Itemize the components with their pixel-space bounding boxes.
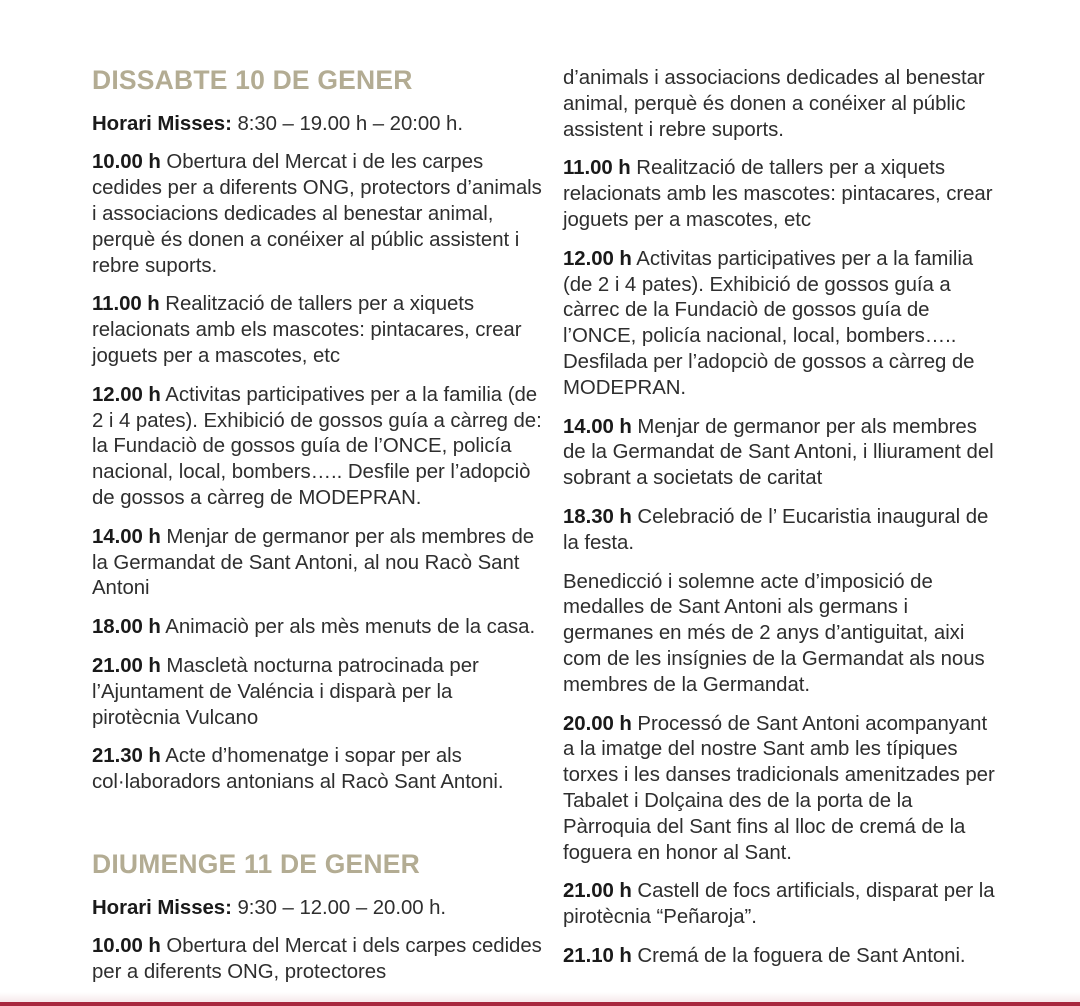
entry-text: Obertura del Mercat i de les carpes cedides per a diferents ONG, protectors d’animals i associacions dedicades al benestar animal, perquè és donen a conéixer al públic assistent i rebre suports. (92, 151, 542, 277)
schedule-entry (92, 896, 545, 922)
entry-time-label: 18.30 h (563, 505, 632, 528)
entry-text: Processó de Sant Antoni acompanyant a la imatge del nostre Sant amb les típiques torxes i les danses tradicionals amenitzades per Tabalet i Dolçaina des de la porta de la Pàrroquia del Sant fins al lloc de cremá de la foguera en honor al Sant. (563, 712, 995, 864)
schedule-entry (563, 247, 1002, 402)
entry-text: Mascletà nocturna patrocinada per l’Ajuntament de Valéncia i disparà per la pirotècnia Vulcano (92, 655, 479, 729)
entry-time-label: 10.00 h (92, 935, 161, 958)
entry-time-label: 11.00 h (563, 157, 631, 180)
entry-text: d’animals i associacions dedicades al benestar animal, perquè és donen a conéixer al públic assistent i rebre suports. (563, 67, 985, 141)
schedule-entry (92, 615, 545, 641)
entry-time-label: 21.10 h (563, 944, 632, 967)
schedule-entry-note (563, 570, 1002, 699)
schedule-entry (92, 112, 545, 138)
entry-text: Activitas participatives per a la familia (de 2 i 4 pates). Exhibició de gossos guía a càrreg de: la Fundaciò de gossos guía de l’ONCE, policía nacional, local, bombers….. Desfile per l’adopciò de gossos a càrreg de MODEPRAN. (92, 383, 542, 510)
schedule-entry (92, 525, 545, 602)
entry-time-label: 21.00 h (92, 655, 161, 678)
schedule-entry (563, 156, 1002, 233)
day-heading-sunday: DIUMENGE 11 DE GENER (92, 849, 420, 879)
sunday-entry-list (92, 896, 545, 986)
entry-time-label: 14.00 h (92, 525, 161, 548)
entry-text: Cremá de la foguera de Sant Antoni. (631, 944, 966, 967)
saturday-entry-list (92, 112, 545, 796)
schedule-entry (92, 934, 545, 986)
entry-text: 9:30 – 12.00 – 20.00 h. (231, 896, 447, 919)
right-column (555, 0, 1080, 970)
entry-time-label: 12.00 h (563, 247, 632, 270)
entry-time-label: 12.00 h (92, 383, 161, 406)
entry-time-label: Horari Misses: (92, 896, 232, 919)
entry-text: Menjar de germanor per als membres de la Germandat de Sant Antoni, i lliurament del sobrant a societats de caritat (563, 415, 994, 490)
schedule-entry (92, 383, 545, 512)
schedule-entry (92, 150, 545, 279)
entry-text: Menjar de germanor per als membres de la Germandat de Sant Antoni, al nou Racò Sant Antoni (92, 525, 535, 600)
entry-text: Castell de focs artificials, disparat per la pirotècnia “Peñaroja”. (563, 880, 995, 929)
entry-text: Acte d’homenatge i sopar per als col·laboradors antonians al Racò Sant Antoni. (92, 745, 504, 794)
schedule-entry (563, 505, 1002, 557)
bottom-accent-rule (0, 1002, 1080, 1006)
schedule-entry (563, 879, 1002, 931)
entry-text: Activitas participatives per a la familia (de 2 i 4 pates). Exhibició de gossos guía a càrrec de la Fundaciò de gossos guía de l’ONCE, policía nacional, local, bombers….. Desfilada per l’adopciò de gossos a càrreg de MODEPRAN. (563, 247, 975, 399)
entry-time-label: Horari Misses: (92, 112, 232, 135)
entry-text: Celebració de l’ Eucaristia inaugural de la festa. (563, 505, 989, 554)
schedule-entry (563, 712, 1002, 867)
schedule-entry (563, 944, 1002, 970)
entry-text: Benedicció i solemne acte d’imposició de medalles de Sant Antoni als germans i germanes en més de 2 anys d’antiguitat, aixi com de les insígnies de la Germandat als nous membres de la Germandat. (563, 570, 985, 696)
entry-time-label: 21.30 h (92, 745, 161, 768)
schedule-entry (92, 292, 545, 369)
entry-text: Realització de tallers per a xiquets relacionats amb els mascotes: pintacares, crear joguets per a mascotes, etc (92, 293, 522, 368)
entry-text: Obertura del Mercat i dels carpes cedides per a diferents ONG, protectores (92, 935, 542, 984)
schedule-entry-continuation (563, 66, 1002, 143)
entry-time-label: 21.00 h (563, 880, 632, 903)
entry-text: 8:30 – 19.00 h – 20:00 h. (231, 112, 463, 135)
schedule-entry (92, 744, 545, 796)
entry-time-label: 11.00 h (92, 293, 160, 316)
schedule-entry (92, 654, 545, 731)
entry-time-label: 18.00 h (92, 616, 161, 639)
sunday-continued-entry-list (563, 66, 1002, 970)
day-heading-saturday: DISSABTE 10 DE GENER (92, 65, 413, 95)
entry-text: Animaciò per als mès menuts de la casa. (160, 616, 536, 639)
entry-time-label: 20.00 h (563, 712, 632, 735)
bottom-rule-glow (0, 992, 1080, 1002)
entry-time-label: 10.00 h (92, 151, 161, 174)
entry-text: Realització de tallers per a xiquets relacionats amb les mascotes: pintacares, crear joguets per a mascotes, etc (563, 157, 993, 231)
schedule-entry (563, 415, 1002, 492)
entry-time-label: 14.00 h (563, 415, 632, 438)
